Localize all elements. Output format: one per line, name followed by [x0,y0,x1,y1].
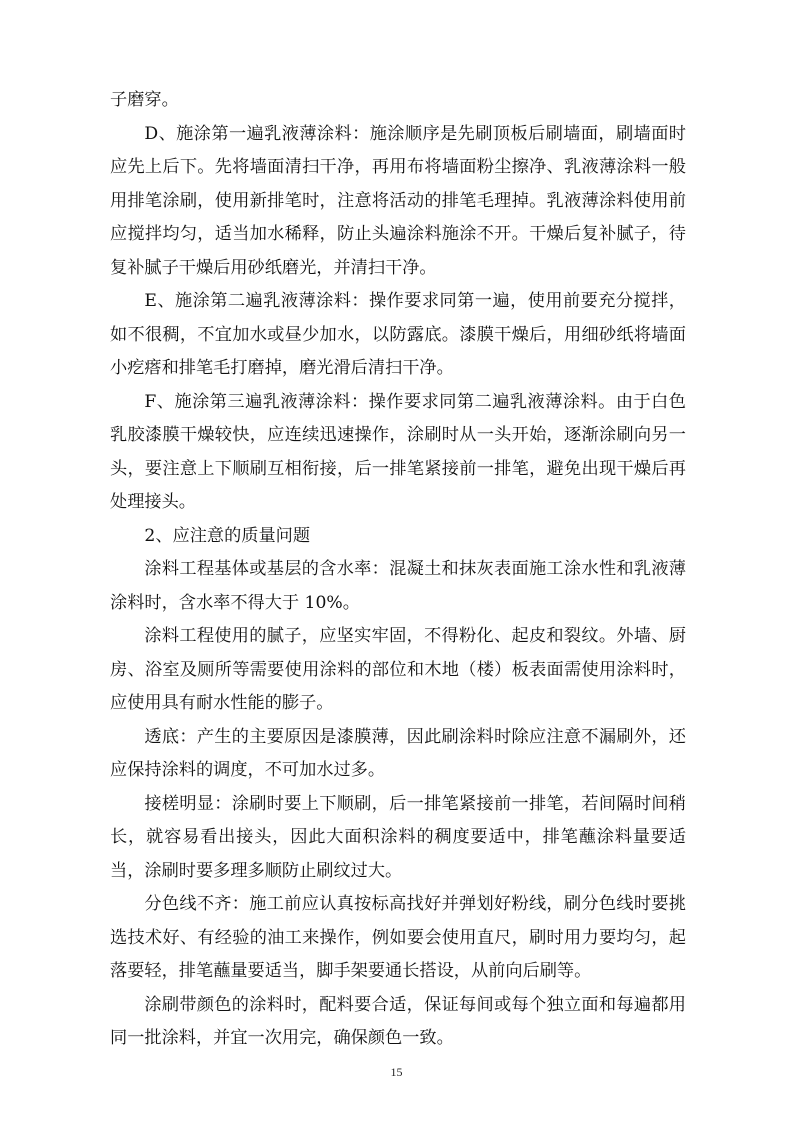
paragraph-step-d: D、施涂第一遍乳液薄涂料：施涂顺序是先刷顶板后刷墙面，刷墙面时应先上后下。先将墙面清扫干净，再用布将墙面粉尘擦净、乳液薄涂料一般用排笔涂刷，使用新排笔时，注意将活动的排笔毛理掉。乳液薄涂料使用前应搅拌均匀，适当加水稀释，防止头遍涂料施涂不开。干燥后复补腻子，待复补腻子干燥后用砂纸磨光，并清扫干净。 [110,123,686,278]
paragraph-show-through: 透底：产生的主要原因是漆膜薄，因此刷涂料时除应注意不漏刷外，还应保持涂料的调度，不可加水过多。 [110,726,686,780]
paragraph-putty: 涂料工程使用的腻子，应坚实牢固，不得粉化、起皮和裂纹。外墙、厨房、浴室及厕所等需要使用涂料的部位和木地（楼）板表面需使用涂料时，应使用具有耐水性能的膨子。 [110,626,686,713]
paragraph-visible-joints: 接槎明显：涂刷时要上下顺刷，后一排笔紧接前一排笔，若间隔时间稍长，就容易看出接头，因此大面积涂料的稠度要适中，排笔蘸涂料量要适当，涂刷时要多理多顺防止刷纹过大。 [110,793,686,881]
section-heading-quality-issues: 2、应注意的质量问题 [144,525,311,546]
paragraph-continuation: 子磨穿。 [110,90,179,110]
body-text [110,84,686,1056]
paragraph-step-f: F、施涂第三遍乳液薄涂料：操作要求同第二遍乳液薄涂料。由于白色乳胶漆膜干燥较快，应连续迅速操作，涂刷时从一头开始，逐渐涂刷向另一头，要注意上下顺刷互相衔接，后一排笔紧接前一排笔，避免出现干燥后再处理接头。 [110,391,686,512]
paragraph-colored-coating: 涂刷带颜色的涂料时，配料要合适，保证每间或每个独立面和每遍都用同一批涂料，并宜一次用完，确保颜色一致。 [110,994,686,1048]
paragraph-color-line: 分色线不齐：施工前应认真按标高找好并弹划好粉线，刷分色线时要挑选技术好、有经验的油工来操作，例如要会使用直尺，刷时用力要均匀，起落要轻，排笔蘸量要适当，脚手架要通长搭设，从前向后刷等。 [110,894,686,981]
paragraph-moisture-content: 涂料工程基体或基层的含水率：混凝土和抹灰表面施工涂水性和乳液薄涂料时，含水率不得大于 10%。 [110,559,686,613]
page-number: 15 [390,1065,403,1079]
paragraph-step-e: E、施涂第二遍乳液薄涂料：操作要求同第一遍，使用前要充分搅拌，如不很稠，不宜加水或昼少加水，以防露底。漆膜干燥后，用细砂纸将墙面小疙瘩和排笔毛打磨掉，磨光滑后清扫干净。 [110,291,686,378]
